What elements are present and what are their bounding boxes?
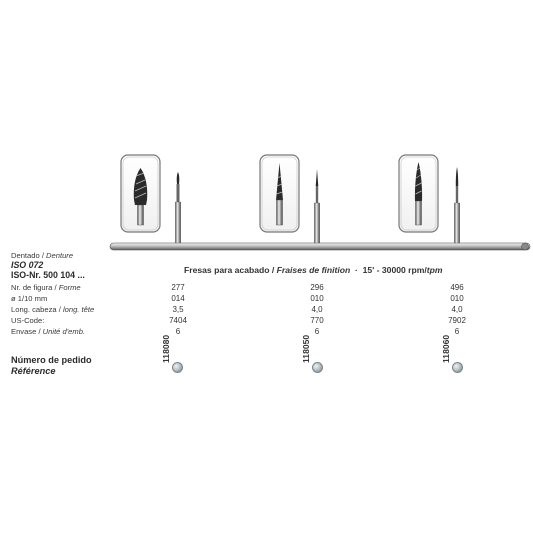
label-iso: ISO 072 xyxy=(11,260,44,270)
head-length-value: 4,0 xyxy=(311,305,323,314)
product-column-3 xyxy=(437,282,477,337)
caption-fr: Fraises de finition xyxy=(276,265,351,275)
order-number: 118080 xyxy=(161,334,171,363)
bur-zoom-box-496 xyxy=(399,155,438,232)
label-long-es: Long. cabeza / xyxy=(11,305,63,314)
pack-value: 6 xyxy=(454,327,460,336)
order-select-dot-3[interactable] xyxy=(452,362,463,373)
order-number: 118050 xyxy=(301,334,311,363)
forme-value: 296 xyxy=(310,283,324,292)
us-code-value: 7902 xyxy=(448,316,466,325)
product-column-1 xyxy=(158,282,198,337)
order-number: 118060 xyxy=(441,334,451,363)
label-long xyxy=(11,304,94,315)
order-select-dot-1[interactable] xyxy=(172,362,183,373)
order-select-dot-2[interactable] xyxy=(312,362,323,373)
us-code-value: 770 xyxy=(310,316,324,325)
diameter-value: 010 xyxy=(310,294,324,303)
pack-value: 6 xyxy=(175,327,181,336)
label-reference: Référence xyxy=(11,366,56,376)
label-dentado-fr: Denture xyxy=(46,251,74,260)
label-us-code: US-Code: xyxy=(11,316,45,325)
bur-277 xyxy=(175,172,180,243)
product-column-2 xyxy=(297,282,337,337)
bur-zoom-box-277 xyxy=(121,155,160,232)
caption-speed: 15' - 30000 rpm/ xyxy=(362,265,427,275)
label-dentado-es: Dentado / xyxy=(11,251,47,260)
diameter-value: 010 xyxy=(450,294,464,303)
us-code-value: 7404 xyxy=(169,316,187,325)
head-length-value: 4,0 xyxy=(451,305,463,314)
head-length-value: 3,5 xyxy=(172,305,184,314)
instrument-rail xyxy=(110,243,530,250)
caption-speed-unit: tpm xyxy=(426,265,443,275)
forme-value: 277 xyxy=(171,283,185,292)
label-long-fr: long. tête xyxy=(62,305,95,314)
label-figura xyxy=(11,282,81,293)
label-figura-es: Nr. de figura / xyxy=(11,283,59,292)
diameter-value: 014 xyxy=(171,294,185,303)
label-envase-es: Envase / xyxy=(11,327,43,336)
caption-separator: · xyxy=(350,265,363,275)
product-caption xyxy=(184,265,443,275)
label-diam: ø 1/10 mm xyxy=(11,294,48,303)
forme-value: 496 xyxy=(450,283,464,292)
label-iso-nr: ISO-Nr. 500 104 ... xyxy=(11,270,85,280)
label-envase-fr: Unité d'emb. xyxy=(42,327,86,336)
bur-zoom-box-296 xyxy=(260,155,299,232)
label-envase xyxy=(11,326,85,337)
pack-value: 6 xyxy=(314,327,320,336)
bur-296 xyxy=(314,169,319,243)
bur-496 xyxy=(454,167,459,243)
label-numero-pedido: Número de pedido xyxy=(11,355,92,365)
label-figura-fr: Forme xyxy=(58,283,81,292)
caption-es: Fresas para acabado / xyxy=(184,265,277,275)
